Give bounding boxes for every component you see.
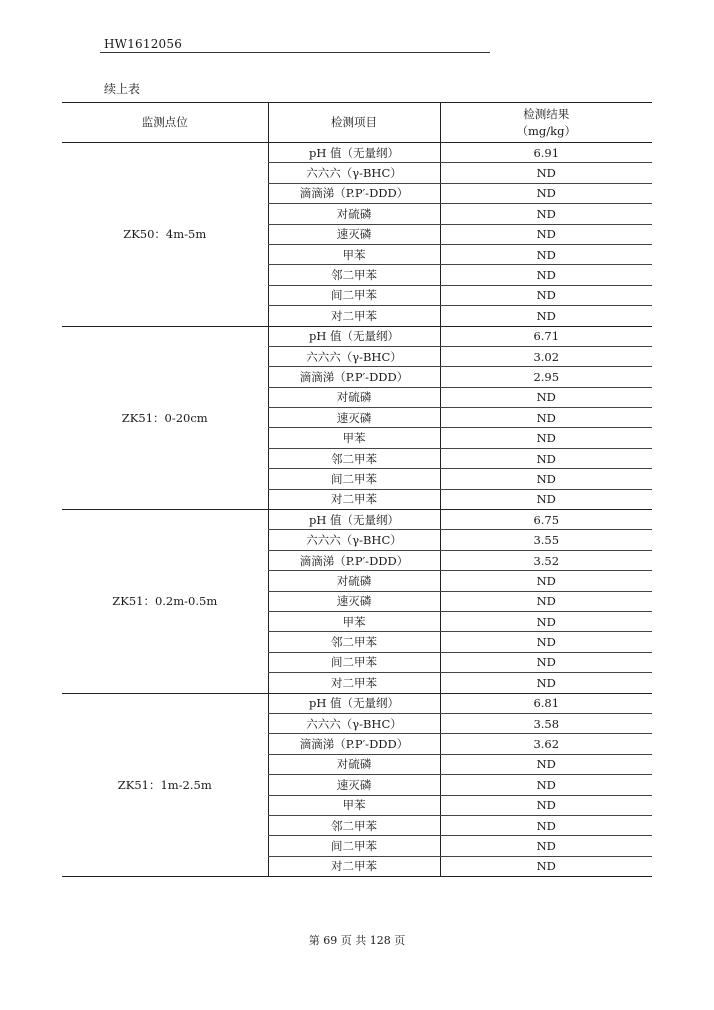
item-cell: 六六六（γ-BHC） bbox=[268, 163, 440, 183]
table-header-row bbox=[62, 103, 652, 143]
item-cell: 间二甲苯 bbox=[268, 836, 440, 856]
item-cell: 对二甲苯 bbox=[268, 856, 440, 876]
item-cell: 对二甲苯 bbox=[268, 489, 440, 509]
item-cell: 甲苯 bbox=[268, 244, 440, 264]
site-cell: ZK51：1m-2.5m bbox=[62, 693, 268, 877]
result-cell: ND bbox=[440, 815, 652, 835]
item-cell: pH 值（无量纲） bbox=[268, 143, 440, 163]
item-cell: pH 值（无量纲） bbox=[268, 510, 440, 530]
table-body bbox=[62, 143, 652, 877]
item-cell: pH 值（无量纲） bbox=[268, 693, 440, 713]
item-cell: 对二甲苯 bbox=[268, 673, 440, 693]
result-cell: ND bbox=[440, 652, 652, 672]
result-cell: 3.62 bbox=[440, 734, 652, 754]
result-cell: ND bbox=[440, 632, 652, 652]
item-cell: 甲苯 bbox=[268, 428, 440, 448]
result-cell: ND bbox=[440, 448, 652, 468]
result-cell: ND bbox=[440, 428, 652, 448]
item-cell: 六六六（γ-BHC） bbox=[268, 346, 440, 366]
header-rule bbox=[100, 52, 490, 53]
header-result-unit: （mg/kg） bbox=[516, 123, 576, 138]
site-cell: ZK51：0-20cm bbox=[62, 326, 268, 510]
result-cell: ND bbox=[440, 183, 652, 203]
item-cell: pH 值（无量纲） bbox=[268, 326, 440, 346]
result-cell: ND bbox=[440, 387, 652, 407]
result-cell: ND bbox=[440, 306, 652, 326]
header-item: 检测项目 bbox=[268, 103, 440, 143]
result-cell: 6.71 bbox=[440, 326, 652, 346]
document-id: HW1612056 bbox=[104, 37, 183, 51]
header-result bbox=[440, 103, 652, 143]
site-cell: ZK51：0.2m-0.5m bbox=[62, 510, 268, 694]
item-cell: 邻二甲苯 bbox=[268, 448, 440, 468]
item-cell: 速灭磷 bbox=[268, 591, 440, 611]
item-cell: 速灭磷 bbox=[268, 408, 440, 428]
result-cell: ND bbox=[440, 836, 652, 856]
item-cell: 邻二甲苯 bbox=[268, 632, 440, 652]
result-cell: ND bbox=[440, 673, 652, 693]
item-cell: 滴滴涕（P.P′-DDD） bbox=[268, 367, 440, 387]
header-result-title: 检测结果 bbox=[523, 106, 570, 121]
item-cell: 间二甲苯 bbox=[268, 652, 440, 672]
item-cell: 六六六（γ-BHC） bbox=[268, 713, 440, 733]
site-cell: ZK50：4m-5m bbox=[62, 143, 268, 327]
page-number: 第 69 页 共 128 页 bbox=[308, 934, 406, 947]
result-cell: ND bbox=[440, 489, 652, 509]
result-cell: ND bbox=[440, 204, 652, 224]
item-cell: 滴滴涕（P.P′-DDD） bbox=[268, 550, 440, 570]
results-table bbox=[62, 102, 652, 877]
item-cell: 间二甲苯 bbox=[268, 469, 440, 489]
continuation-label: 续上表 bbox=[104, 82, 141, 96]
result-cell: 3.55 bbox=[440, 530, 652, 550]
table-row bbox=[62, 693, 652, 713]
table-row bbox=[62, 510, 652, 530]
item-cell: 甲苯 bbox=[268, 611, 440, 631]
result-cell: ND bbox=[440, 611, 652, 631]
result-cell: ND bbox=[440, 775, 652, 795]
result-cell: ND bbox=[440, 265, 652, 285]
table-row bbox=[62, 326, 652, 346]
result-cell: 2.95 bbox=[440, 367, 652, 387]
item-cell: 对硫磷 bbox=[268, 387, 440, 407]
result-cell: ND bbox=[440, 571, 652, 591]
result-cell: 6.81 bbox=[440, 693, 652, 713]
item-cell: 滴滴涕（P.P′-DDD） bbox=[268, 734, 440, 754]
result-cell: ND bbox=[440, 469, 652, 489]
item-cell: 邻二甲苯 bbox=[268, 265, 440, 285]
result-cell: 3.58 bbox=[440, 713, 652, 733]
result-cell: ND bbox=[440, 163, 652, 183]
result-cell: ND bbox=[440, 224, 652, 244]
result-cell: ND bbox=[440, 408, 652, 428]
result-cell: ND bbox=[440, 591, 652, 611]
item-cell: 速灭磷 bbox=[268, 224, 440, 244]
result-cell: ND bbox=[440, 244, 652, 264]
item-cell: 滴滴涕（P.P′-DDD） bbox=[268, 183, 440, 203]
item-cell: 速灭磷 bbox=[268, 775, 440, 795]
item-cell: 间二甲苯 bbox=[268, 285, 440, 305]
item-cell: 甲苯 bbox=[268, 795, 440, 815]
table-row bbox=[62, 143, 652, 163]
item-cell: 对硫磷 bbox=[268, 204, 440, 224]
item-cell: 对硫磷 bbox=[268, 754, 440, 774]
result-cell: 3.02 bbox=[440, 346, 652, 366]
result-cell: 3.52 bbox=[440, 550, 652, 570]
result-cell: ND bbox=[440, 856, 652, 876]
item-cell: 六六六（γ-BHC） bbox=[268, 530, 440, 550]
result-cell: ND bbox=[440, 795, 652, 815]
result-cell: 6.91 bbox=[440, 143, 652, 163]
item-cell: 邻二甲苯 bbox=[268, 815, 440, 835]
result-cell: ND bbox=[440, 754, 652, 774]
item-cell: 对硫磷 bbox=[268, 571, 440, 591]
result-cell: ND bbox=[440, 285, 652, 305]
result-cell: 6.75 bbox=[440, 510, 652, 530]
header-site: 监测点位 bbox=[62, 103, 268, 143]
item-cell: 对二甲苯 bbox=[268, 306, 440, 326]
